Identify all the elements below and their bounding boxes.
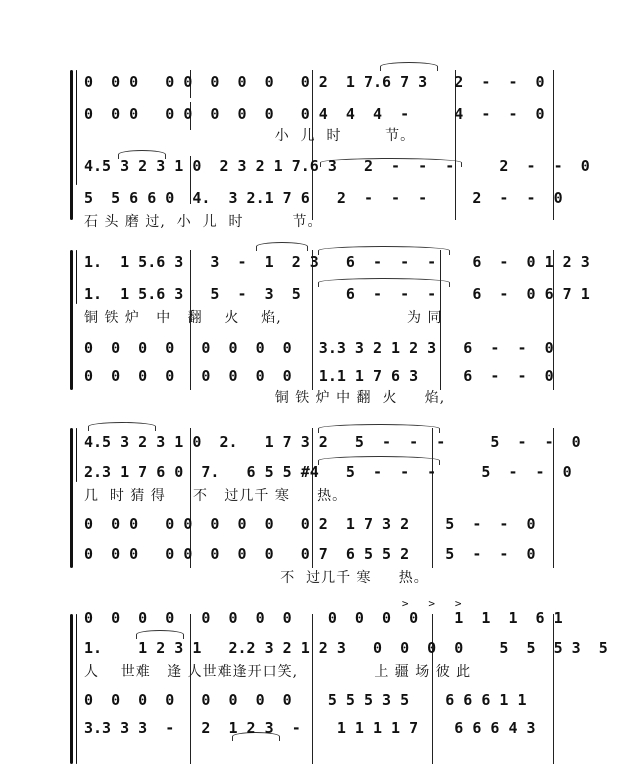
notation-line: 0 0 0 0 0 0 0 0 3.3 3 2 1 2 3 6 - - 0 [84,339,554,357]
notation-line: 0 0 0 0 0 0 0 0 0 0 0 0 1 1 1 6 1 [84,609,563,627]
notation-line: 0 0 0 0 0 0 0 0 0 2 1 7.6 7 3 2 - - 0 [84,73,545,91]
lyric-line: 不 过几千 寒 热。 [84,570,429,586]
notation-line: 2.3 1 7 6 0 7. 6 5 5 #4 5 - - - 5 - - 0 [84,463,572,481]
score-system-1 [0,70,637,230]
notation-line: 0 0 0 0 0 0 0 0 5 5 5 3 5 6 6 6 1 1 [84,691,527,709]
slur-mark [380,62,438,71]
lyric-line: 人 世难 逢 人世难逢开口笑, 上 疆 场 彼 此 [84,664,472,680]
notation-line: 5 5 6 6 0 4. 3 2.1 7 6 2 - - - 2 - - 0 [84,189,563,207]
accent-marks: > > > [84,597,462,610]
slur-mark [88,422,156,431]
system-bracket [70,614,73,764]
lyric-line: 铜 铁 炉 中 翻 火 焰, 为 同 [84,310,443,326]
notation-line: 0 0 0 0 0 0 0 0 0 7 6 5 5 2 5 - - 0 [84,545,536,563]
slur-mark [256,242,308,251]
notation-line: 0 0 0 0 0 0 0 0 0 2 1 7 3 2 5 - - 0 [84,515,536,533]
barline [312,614,313,764]
lyric-line: 石 头 磨 过, 小 儿 时 节。 [84,214,323,230]
barline [432,614,433,764]
score-system-4 [0,597,637,769]
notation-line: 0 0 0 0 0 0 0 0 1.1 1 7 6 3 6 - - 0 [84,367,554,385]
barline [553,614,554,764]
notation-line: 1. 1 5.6 3 3 - 1 2 3 6 - - - 6 - 0 1 2 3 [84,253,590,271]
lyric-line: 铜 铁 炉 中 翻 火 焰, [84,390,446,406]
score-system-2 [0,250,637,410]
notation-line: 3.3 3 3 - 2 1 2 3 - 1 1 1 1 7 6 6 6 4 3 [84,719,536,737]
notation-line: 0 0 0 0 0 0 0 0 0 4 4 4 - 4 - - 0 [84,105,545,123]
notation-line: 1. 1 5.6 3 5 - 3 5 6 - - - 6 - 0 6 7 1 [84,285,590,303]
notation-line: 4.5 3 2 3 1 0 2 3 2 1 7.6 3 2 - - - 2 - - 0 [84,157,590,175]
notation-line: 4.5 3 2 3 1 0 2. 1 7 3 2 5 - - - 5 - - 0 [84,433,581,451]
system-bracket-inner [76,614,77,764]
score-system-3 [0,428,637,588]
notation-line: 1. 1 2 3 1 2.2 3 2 1 2 3 0 0 0 0 5 5 5 3 5 [84,639,608,657]
barline [190,614,191,764]
lyric-line: 几 时 猜 得 不 过几千 寒 热。 [84,488,348,504]
lyric-line: 小 儿 时 节。 [84,128,416,144]
